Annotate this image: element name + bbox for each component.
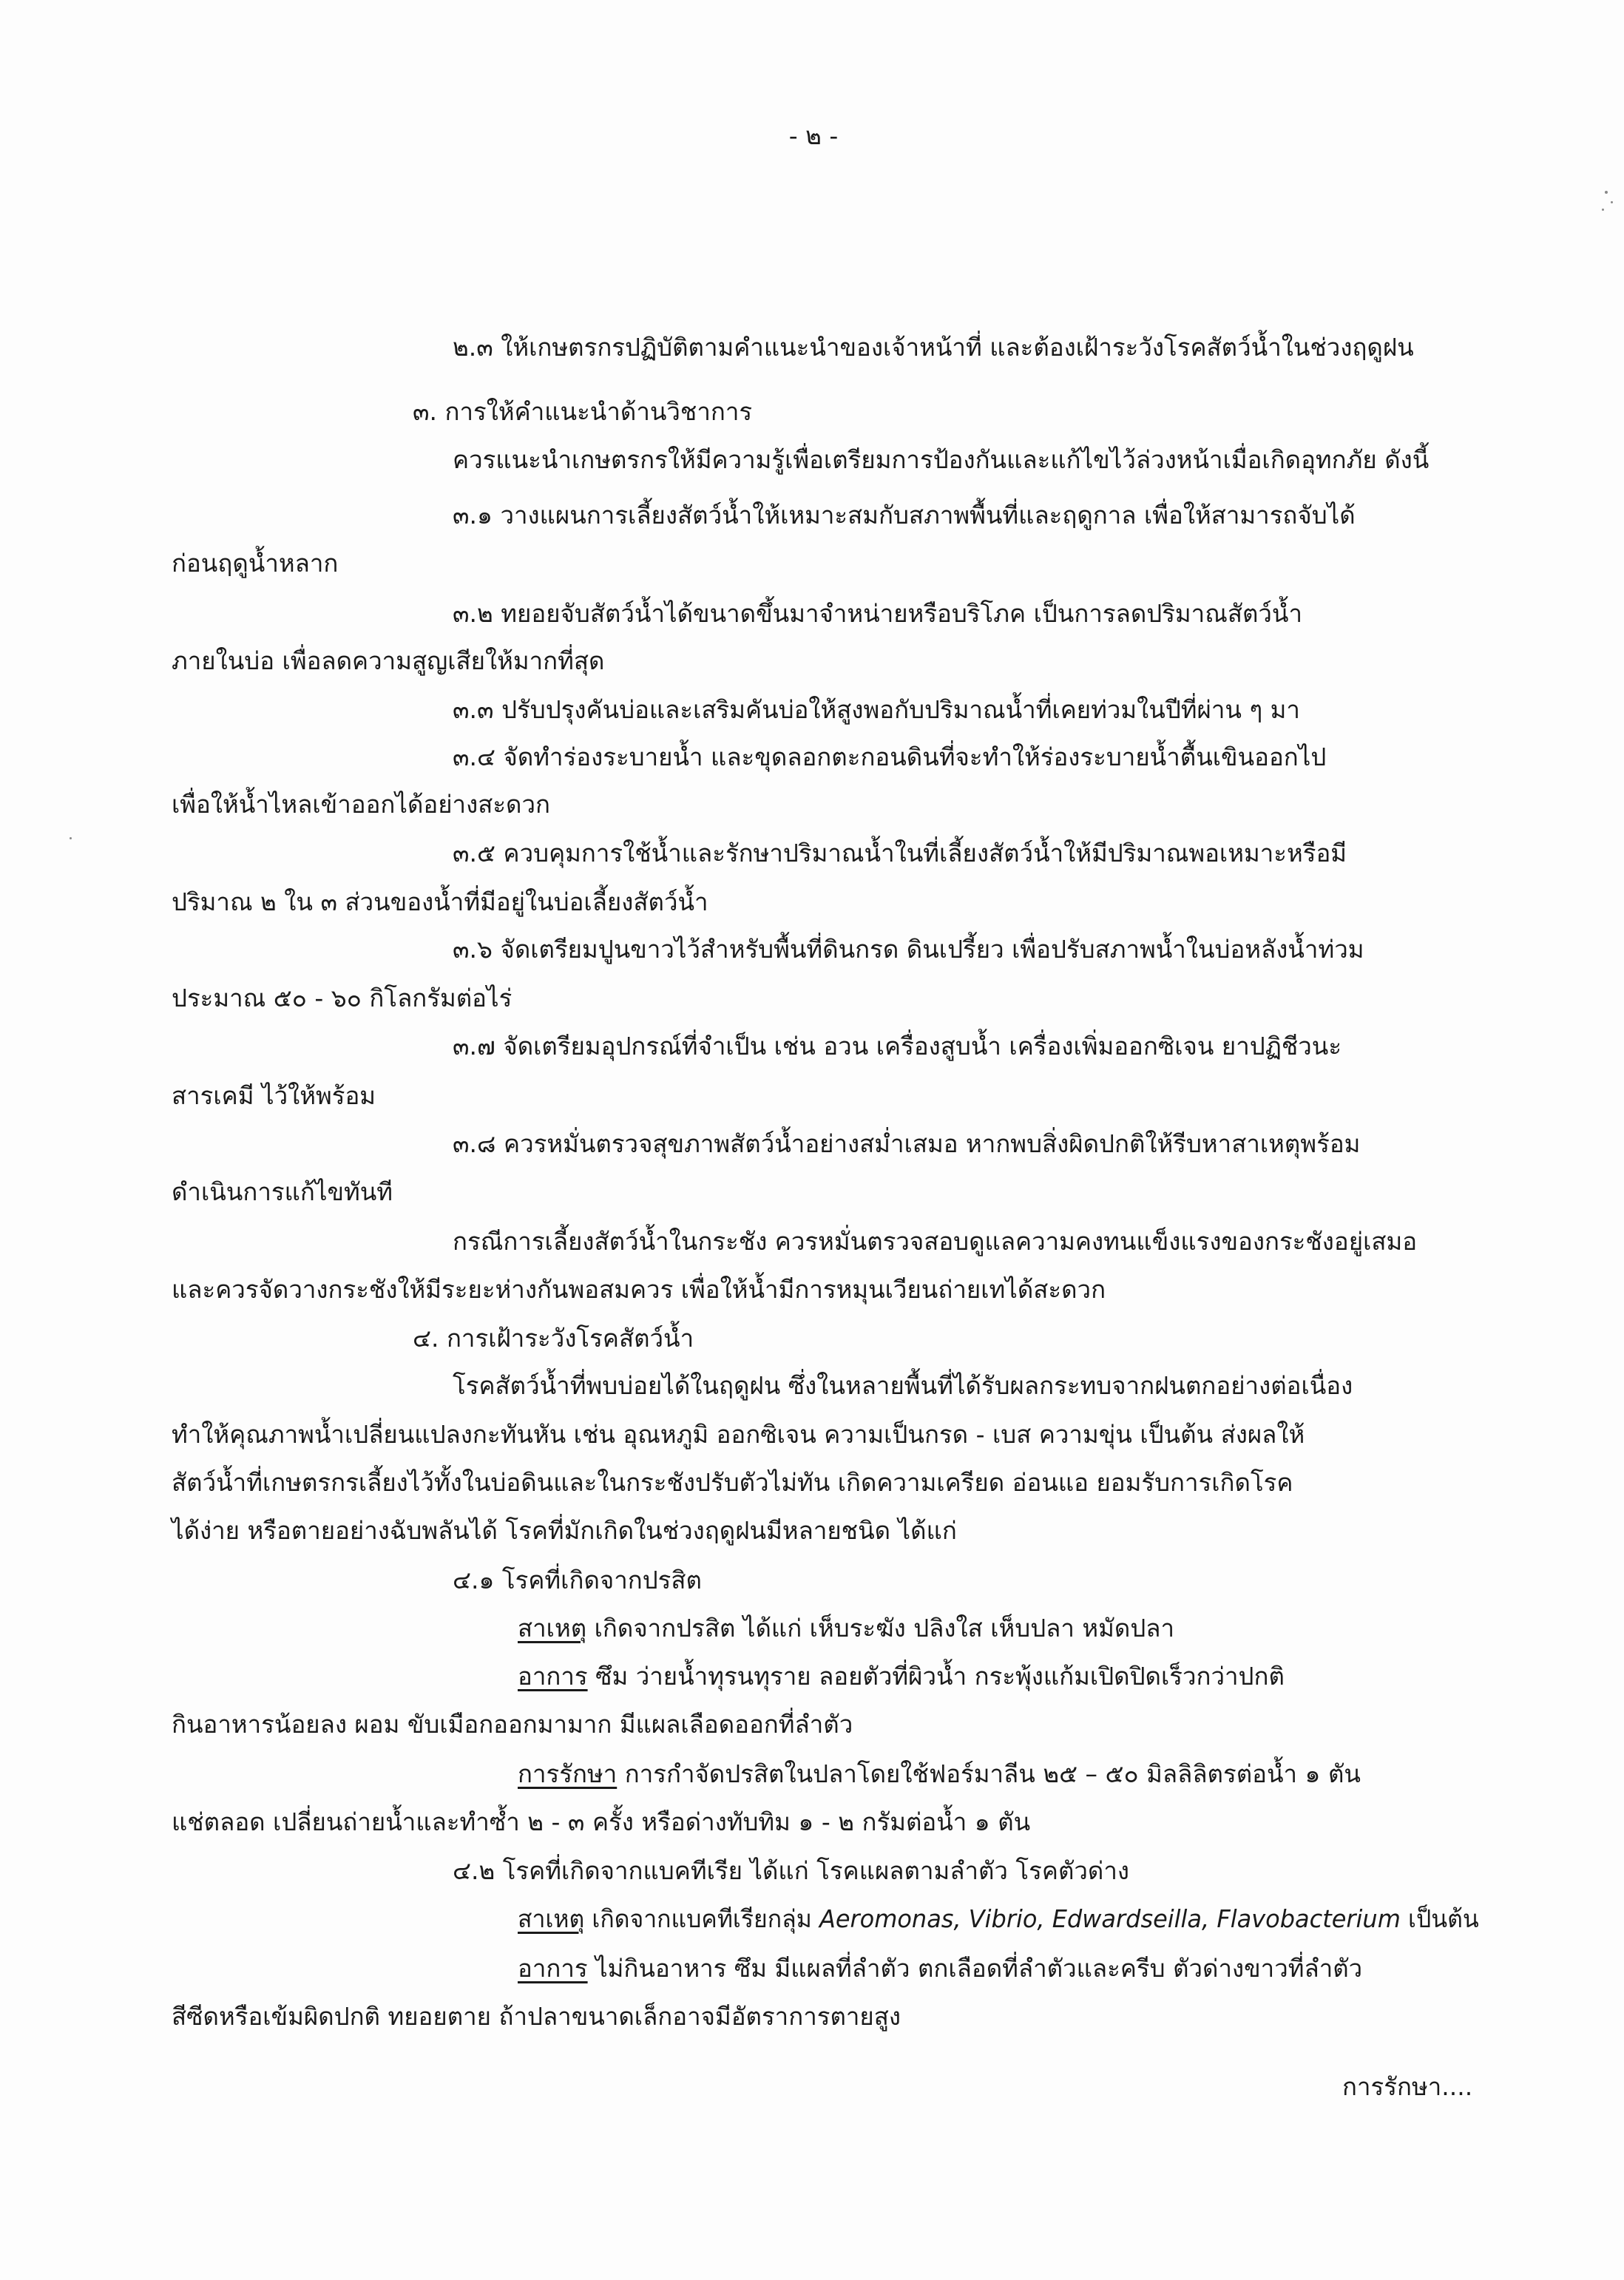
symptoms-text: ซึม ว่ายน้ำทุรนทุราย ลอยตัวที่ผิวน้ำ กระพุ้งแก้มเปิดปิดเร็วกว่าปกติ [587, 1662, 1285, 1691]
item-4-1: ๔.๑ โรคที่เกิดจากปรสิต [453, 1566, 702, 1594]
disease-paragraph-line-2: ทำให้คุณภาพน้ำเปลี่ยนแปลงกะทันหัน เช่น อุณหภูมิ ออกซิเจน ความเป็นกรด - เบส ความขุ่น เป็นต้น ส่งผลให้ [172, 1420, 1305, 1449]
item-4-1-treatment-cont: แช่ตลอด เปลี่ยนถ่ายน้ำและทำซ้ำ ๒ - ๓ ครั้ง หรือด่างทับทิม ๑ - ๒ กรัมต่อน้ำ ๑ ตัน [172, 1807, 1031, 1836]
scan-speck [1611, 201, 1613, 203]
disease-paragraph: โรคสัตว์น้ำที่พบบ่อยได้ในฤดูฝน ซึ่งในหลายพื้นที่ได้รับผลกระทบจากฝนตกอย่างต่อเนื่อง [453, 1371, 1353, 1400]
item-4-2-symptoms [518, 1952, 1362, 1985]
disease-paragraph-line-3: สัตว์น้ำที่เกษตรกรเลี้ยงไว้ทั้งในบ่อดินและในกระชังปรับตัวไม่ทัน เกิดความเครียด อ่อนแอ ยอมรับการเกิดโรค [172, 1468, 1293, 1497]
item-3-4: ๓.๔ จัดทำร่องระบายน้ำ และขุดลอกตะกอนดินที่จะทำให้ร่องระบายน้ำตื้นเขินออกไป [453, 742, 1327, 771]
cage-paragraph: กรณีการเลี้ยงสัตว์น้ำในกระชัง ควรหมั่นตรวจสอบดูแลความคงทนแข็งแรงของกระชังอยู่เสมอ [453, 1227, 1418, 1256]
item-3-2-cont: ภายในบ่อ เพื่อลดความสูญเสียให้มากที่สุด [172, 646, 605, 675]
bacteria-names: Aeromonas, Vibrio, Edwardseilla, Flavobacterium [819, 1904, 1401, 1933]
symptoms-text: ไม่กินอาหาร ซึม มีแผลที่ลำตัว ตกเลือดที่ลำตัวและครีบ ตัวด่างขาวที่ลำตัว [587, 1954, 1363, 1983]
item-4-2: ๔.๒ โรคที่เกิดจากแบคทีเรีย ได้แก่ โรคแผลตามลำตัว โรคตัวด่าง [453, 1856, 1129, 1885]
item-3-7: ๓.๗ จัดเตรียมอุปกรณ์ที่จำเป็น เช่น อวน เครื่องสูบน้ำ เครื่องเพิ่มออกซิเจน ยาปฏิชีวนะ [453, 1032, 1342, 1060]
scan-speck [70, 837, 72, 839]
cause-label: สาเหตุ [518, 1614, 587, 1643]
page-number: - ๒ - [788, 121, 839, 150]
item-3-4-cont: เพื่อให้น้ำไหลเข้าออกได้อย่างสะดวก [172, 790, 550, 819]
continuation-marker: การรักษา.... [1342, 2072, 1473, 2101]
cause-text: เกิดจากปรสิต ได้แก่ เห็บระฆัง ปลิงใส เห็บปลา หมัดปลา [586, 1614, 1175, 1643]
cause-text: เกิดจากแบคทีเรียกลุ่ม [584, 1904, 819, 1933]
item-3-8: ๓.๘ ควรหมั่นตรวจสุขภาพสัตว์น้ำอย่างสม่ำเสมอ หากพบสิ่งผิดปกติให้รีบหาสาเหตุพร้อม [453, 1129, 1361, 1158]
item-3-2: ๓.๒ ทยอยจับสัตว์น้ำได้ขนาดขึ้นมาจำหน่ายหรือบริโภค เป็นการลดปริมาณสัตว์น้ำ [453, 599, 1303, 628]
section-3-intro: ควรแนะนำเกษตรกรให้มีความรู้เพื่อเตรียมการป้องกันและแก้ไขไว้ล่วงหน้าเมื่อเกิดอุทกภัย ดังนี้ [453, 445, 1430, 474]
item-4-2-cause [518, 1903, 1479, 1935]
item-3-1-cont: ก่อนฤดูน้ำหลาก [172, 549, 339, 578]
item-4-1-cause [518, 1612, 1174, 1645]
treatment-label: การรักษา [518, 1759, 618, 1788]
scan-speck [1605, 191, 1608, 194]
item-4-1-symptoms [518, 1660, 1285, 1693]
item-3-5: ๓.๕ ควบคุมการใช้น้ำและรักษาปริมาณน้ำในที่เลี้ยงสัตว์น้ำให้มีปริมาณพอเหมาะหรือมี [453, 839, 1347, 867]
item-4-2-symptoms-cont: สีซีดหรือเข้มผิดปกติ ทยอยตาย ถ้าปลาขนาดเล็กอาจมีอัตราการตายสูง [172, 2002, 901, 2031]
cause-label: สาเหตุ [518, 1904, 585, 1933]
scan-speck [1602, 209, 1604, 211]
item-3-6-cont: ประมาณ ๕๐ - ๖๐ กิโลกรัมต่อไร่ [172, 984, 512, 1012]
item-4-1-symptoms-cont: กินอาหารน้อยลง ผอม ขับเมือกออกมามาก มีแผลเลือดออกที่ลำตัว [172, 1710, 853, 1739]
section-4-heading: ๔. การเฝ้าระวังโรคสัตว์น้ำ [413, 1324, 694, 1353]
item-3-1: ๓.๑ วางแผนการเลี้ยงสัตว์น้ำให้เหมาะสมกับสภาพพื้นที่และฤดูกาล เพื่อให้สามารถจับได้ [453, 501, 1356, 530]
item-3-3: ๓.๓ ปรับปรุงคันบ่อและเสริมคันบ่อให้สูงพอกับปริมาณน้ำที่เคยท่วมในปีที่ผ่าน ๆ มา [453, 695, 1300, 724]
cause-text-end: เป็นต้น [1400, 1904, 1479, 1933]
item-3-7-cont: สารเคมี ไว้ให้พร้อม [172, 1081, 376, 1110]
cage-paragraph-cont: และควรจัดวางกระชังให้มีระยะห่างกันพอสมควร เพื่อให้น้ำมีการหมุนเวียนถ่ายเทได้สะดวก [172, 1275, 1106, 1304]
item-3-8-cont: ดำเนินการแก้ไขทันที [172, 1177, 393, 1206]
item-3-6: ๓.๖ จัดเตรียมปูนขาวไว้สำหรับพื้นที่ดินกรด ดินเปรี้ยว เพื่อปรับสภาพน้ำในบ่อหลังน้ำท่วม [453, 935, 1364, 964]
item-4-1-treatment [518, 1758, 1361, 1790]
symptoms-label: อาการ [518, 1954, 588, 1983]
section-3-heading: ๓. การให้คำแนะนำด้านวิชาการ [413, 397, 753, 426]
paragraph-2-3: ๒.๓ ให้เกษตรกรปฏิบัติตามคำแนะนำของเจ้าหน้าที่ และต้องเฝ้าระวังโรคสัตว์น้ำในช่วงฤดูฝน [453, 333, 1414, 362]
treatment-text: การกำจัดปรสิตในปลาโดยใช้ฟอร์มาลีน ๒๕ – ๕๐ มิลลิลิตรต่อน้ำ ๑ ตัน [617, 1759, 1361, 1788]
symptoms-label: อาการ [518, 1662, 588, 1691]
item-3-5-cont: ปริมาณ ๒ ใน ๓ ส่วนของน้ำที่มีอยู่ในบ่อเลี้ยงสัตว์น้ำ [172, 887, 708, 916]
disease-paragraph-line-4: ได้ง่าย หรือตายอย่างฉับพลันได้ โรคที่มักเกิดในช่วงฤดูฝนมีหลายชนิด ได้แก่ [172, 1516, 957, 1545]
